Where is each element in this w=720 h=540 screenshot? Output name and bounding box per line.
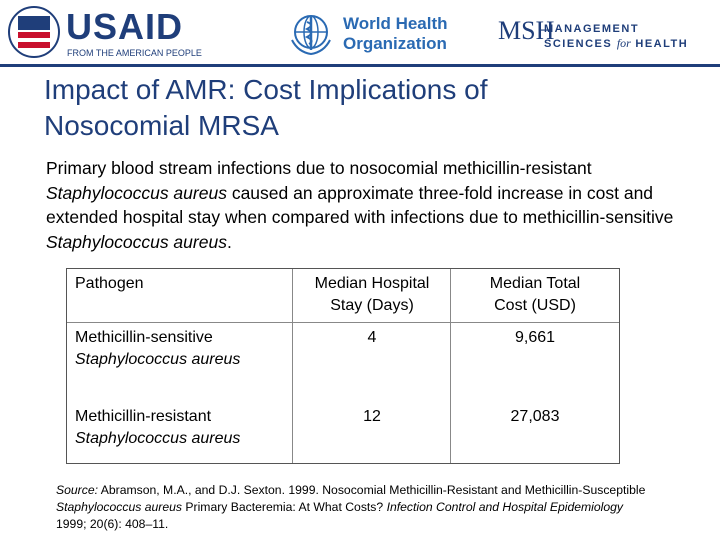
header-cost: Median Total Cost (USD): [489, 275, 581, 314]
who-wordmark: World Health Organization: [343, 14, 448, 53]
row-mrsa-pathogen: Methicillin-resistant Staphylococcus aureus: [75, 408, 241, 447]
row-mrsa-cost: 27,083: [510, 408, 560, 425]
who-emblem-icon: [288, 10, 334, 56]
row-mssa-stay: 4: [367, 329, 377, 346]
header-stay: Median Hospital Stay (Days): [314, 275, 430, 314]
msh-wordmark: MANAGEMENT SCIENCES for HEALTH: [544, 23, 689, 50]
msh-logo: [498, 14, 708, 54]
row-mssa-pathogen: Methicillin-sensitive Staphylococcus aureus: [75, 329, 241, 368]
slide-title: Impact of AMR: Cost Implications of Nosocomial MRSA: [44, 74, 488, 141]
usaid-logo: [8, 6, 202, 58]
stay-column: [292, 269, 451, 463]
pathogen-column: [67, 269, 292, 463]
usaid-tagline: FROM THE AMERICAN PEOPLE: [67, 48, 202, 58]
table-header-divider: [67, 322, 619, 323]
logo-header: [0, 0, 720, 66]
row-mssa-cost: 9,661: [514, 329, 556, 346]
usaid-seal-icon: [8, 6, 60, 58]
header-divider: [0, 64, 720, 67]
intro-paragraph: Primary blood stream infections due to nosocomial methicillin-resistant Staphylococcus aureus caused an approximate three-fold increase in cost and extended hospital stay when compared with infections due to methicillin-sensitive Staphylococcus aureus.: [46, 158, 674, 252]
source-citation: Source: Abramson, M.A., and D.J. Sexton. 1999. Nosocomial Methicillin-Resistant and Methicillin-Susceptible Staphylococcus aureus Primary Bacteremia: At What Costs? Infection Control and Hospital Epidemiology 1999; 20(6): 408–11.: [56, 483, 646, 531]
header-pathogen: Pathogen: [75, 275, 144, 292]
cost-column: [450, 269, 619, 463]
row-mrsa-stay: 12: [363, 408, 381, 425]
usaid-wordmark: USAID: [66, 6, 184, 47]
who-logo: [288, 10, 448, 58]
msh-mark: MSH: [498, 16, 555, 45]
cost-comparison-table: [66, 268, 620, 464]
